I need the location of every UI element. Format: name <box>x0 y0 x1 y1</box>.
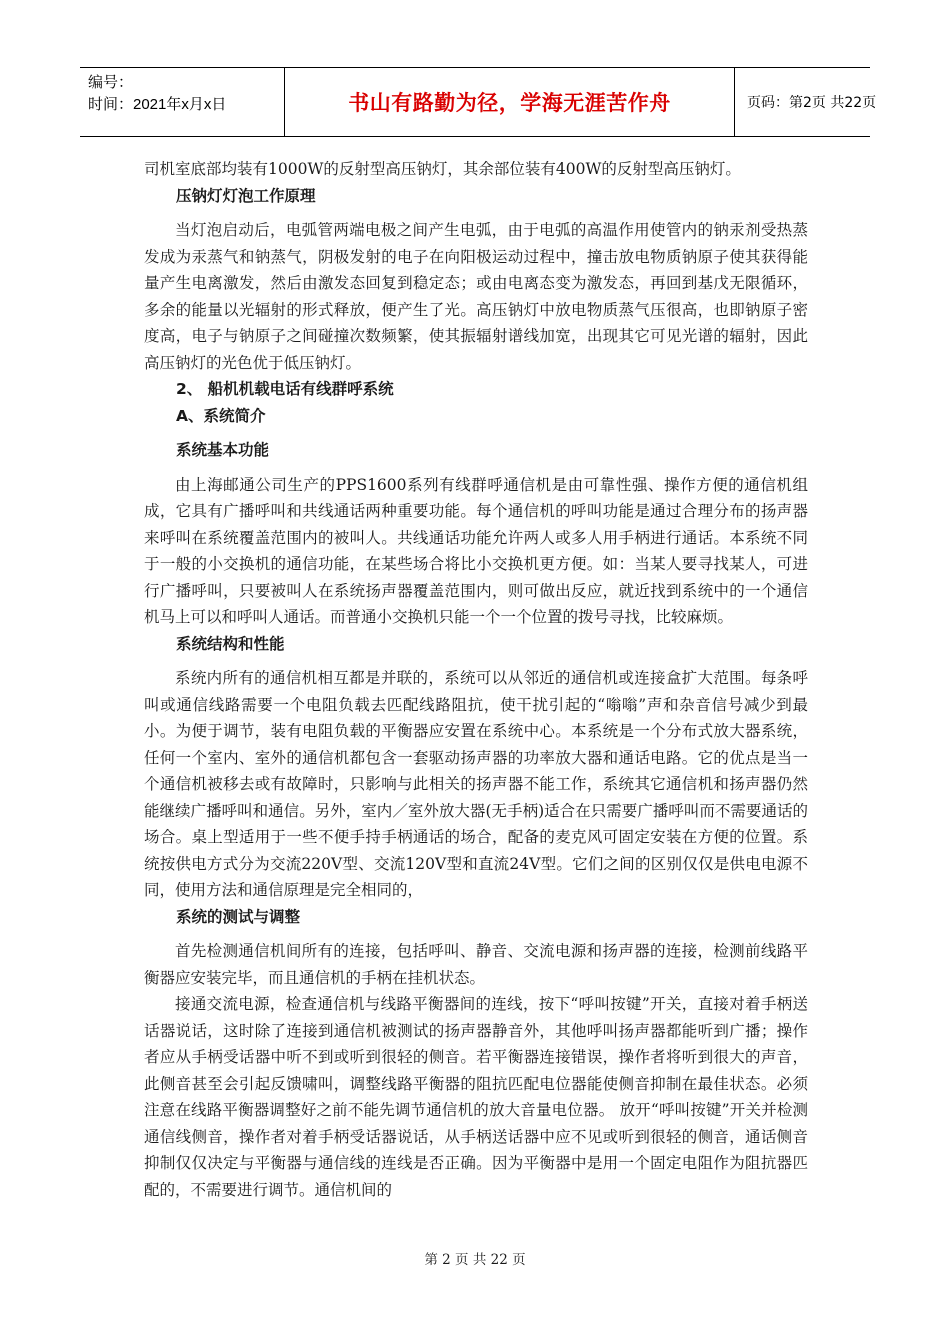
body-paragraph: 由上海邮通公司生产的PPS1600系列有线群呼通信机是由可靠性强、操作方便的通信机组成，它具有广播呼叫和共线通话两种重要功能。每个通信机的呼叫功能是通过合理分布的扬声器来呼叫在系统覆盖范围内的被叫人。共线通话功能允许两人或多人用手柄进行通话。本系统不同于一般的小交换机的通信功能，在某些场合将比小交换机更方便。如：当某人要寻找某人，可进行广播呼叫，只要被叫人在系统扬声器覆盖范围内，则可做出反应，就近找到系统中的一个通信机马上可以和呼叫人通话。而普通小交换机只能一个一个位置的拨号寻找，比较麻烦。 <box>144 475 808 626</box>
header-motto: 书山有路勤为径，学海无涯苦作舟 <box>348 91 671 115</box>
page-footer: 第 2 页 共 22 页 <box>424 1252 526 1268</box>
header-page-cell <box>735 68 877 136</box>
header-motto-cell <box>285 68 735 136</box>
header-table <box>80 67 877 137</box>
section-heading: 系统的测试与调整 <box>176 907 301 926</box>
body-paragraph: 系统内所有的通信机相互都是并联的，系统可以从邻近的通信机或连接盒扩大范围。每条呼叫或通信线路需要一个电阻负载去匹配线路阻抗，使干扰引起的“嗡嗡”声和杂音信号减少到最小。为便于调节，装有电阻负载的平衡器应安置在系统中心。本系统是一个分布式放大器系统，任何一个室内、室外的通信机都包含一套驱动扬声器的功率放大器和通话电路。它的优点是当一个通信机被移去或有故障时，只影响与此相关的扬声器不能工作，系统其它通信机和扬声器仍然能继续广播呼叫和通信。另外，室内／室外放大器(无手柄)适合在只需要广播呼叫而不需要通话的场合。桌上型适用于一些不便手持手柄通话的场合，配备的麦克风可固定安装在方便的位置。系统按供电方式分为交流220V型、交流120V型和直流24V型。它们之间的区别仅仅是供电电源不同，使用方法和通信原理是完全相同的， <box>144 669 808 899</box>
section-heading: 系统结构和性能 <box>176 634 285 653</box>
body-paragraph: 首先检测通信机间所有的连接，包括呼叫、静音、交流电源和扬声器的连接，检测前线路平衡器应安装完毕，而且通信机的手柄在挂机状态。 <box>144 942 808 987</box>
section-heading: 2、 船机机载电话有线群呼系统 <box>176 380 394 398</box>
document-number-label: 编号： <box>88 74 134 91</box>
document-date-label: 时间：2021年x月x日 <box>88 96 227 113</box>
section-heading: 压钠灯灯泡工作原理 <box>176 186 316 205</box>
header-meta-cell <box>80 68 285 136</box>
body-paragraph: 接通交流电源，检查通信机与线路平衡器间的连线，按下“呼叫按键”开关，直接对着手柄送话器说话，这时除了连接到通信机被测试的扬声器静音外，其他呼叫扬声器都能听到广播；操作者应从手柄受话器中听不到或听到很轻的侧音。若平衡器连接错误，操作者将听到很大的声音，此侧音甚至会引起反馈啸叫，调整线路平衡器的阻抗匹配电位器能使侧音抑制在最佳状态。必须注意在线路平衡器调整好之前不能先调节通信机的放大音量电位器。 放开“呼叫按键”开关并检测通信线侧音，操作者对着手柄受话器说话，从手柄送话器中应不见或听到很轻的侧音，通话侧音抑制仅仅决定与平衡器与通信线的连线是否正确。因为平衡器中是用一个固定电阻作为阻抗器匹配的，不需要进行调节。通信机间的 <box>144 995 808 1199</box>
body-paragraph: 当灯泡启动后，电弧管两端电极之间产生电弧，由于电弧的高温作用使管内的钠汞剂受热蒸发成为汞蒸气和钠蒸气，阴极发射的电子在向阳极运动过程中，撞击放电物质钠原子使其获得能量产生电离激发，然后由激发态回复到稳定态；或由电离态变为激发态，再回到基戊无限循环，多余的能量以光辐射的形式释放，便产生了光。高压钠灯中放电物质蒸气压很高，也即钠原子密度高，电子与钠原子之间碰撞次数频繁，使其振辐射谱线加宽，出现其它可见光谱的辐射，因此高压钠灯的光色优于低压钠灯。 <box>144 221 808 372</box>
header-page-info: 页码：第2页 共22页 <box>747 95 877 111</box>
document-body <box>144 156 808 1203</box>
section-heading: A、系统简介 <box>176 406 266 425</box>
section-heading: 系统基本功能 <box>176 441 270 459</box>
body-paragraph: 司机室底部均装有1000W的反射型高压钠灯，其余部位装有400W的反射型高压钠灯。 <box>144 160 741 178</box>
